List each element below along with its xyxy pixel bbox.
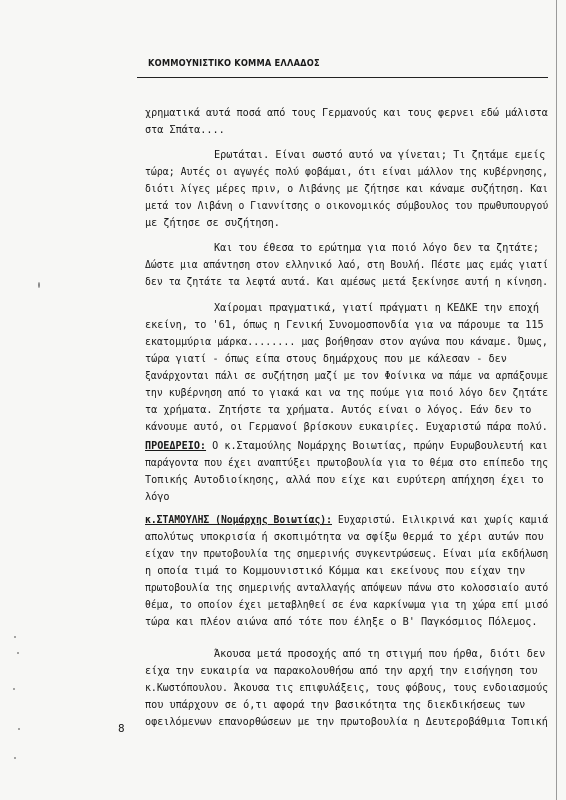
text-line: κάνουμε αυτό, οι Γερμανοί βρίσκουν ευκαιρίες. Ευχαριστώ πάρα πολύ. <box>145 422 548 433</box>
text-line: Δώστε μια απάντηση στον ελληνικό λαό, στη Βουλή. Πέστε μας εμάς γιατί <box>145 260 549 271</box>
text-line: κ.Κωστόπουλου. Άκουσα τις επιφυλάξεις, τους φόβους, τους ενδοιασμούς <box>145 683 549 694</box>
text-line: τώρα γιατί - όπως είπα στους δημάρχους που με κάλεσαν - δεν <box>145 354 507 365</box>
text-line: απολύτως υποκρισία ή σκοπιμότητα να σφίξω θερμά το χέρι αυτών που <box>145 532 544 543</box>
scan-speck <box>13 688 15 690</box>
text-line: Τοπικής Αυτοδιοίκησης, αλλά που είχε και ευρύτερη απήχηση έχει το <box>145 475 544 486</box>
page-header-title: ΚΟΜΜΟΥΝΙΣΤΙΚΟ ΚΟΜΜΑ ΕΛΛΑΔΟΣ <box>148 58 320 69</box>
text-line: Ερωτάται. Είναι σωστό αυτό να γίνεται; Τι ζητάμε εμείς <box>214 150 546 161</box>
text-line: την κυβέρνηση από το γιακά και να της πούμε για ποιό λόγο δεν ζητάτε <box>145 388 549 399</box>
text-line: είχαν την πρωτοβουλία της σημερινής συγκεντρώσεως. Είναι μία εκδήλωση <box>145 549 549 560</box>
text-line: τα χρήματα. Ζητήστε τα χρήματα. Αυτός είναι ο λόγος. Εάν δεν το <box>145 405 532 416</box>
text-line: δεν τα ζητάτε τα λεφτά αυτά. Και αμέσως μετά ξεκίνησε αυτή η κίνηση. <box>145 277 549 288</box>
text-line: είχα την ευκαιρία να παρακολουθήσω από την αρχή την εισήγηση του <box>145 666 538 677</box>
text-line: λόγο <box>145 492 170 503</box>
text-line: χρηματικά αυτά ποσά από τους Γερμανούς και τους φερνει εδώ μάλιστα <box>145 108 548 119</box>
text-line: με ζήτησε σε συζήτηση. <box>145 218 280 229</box>
speaker-label: κ.ΣΤΑΜΟΥΛΗΣ (Νομάρχης Βοιωτίας): <box>145 515 332 526</box>
scan-speck <box>14 636 16 638</box>
text-line: η οποία τιμά το Κομμουνιστικό Κόμμα και εκείνους που είχαν την <box>145 566 526 577</box>
text-line: Χαίρομαι πραγματικά, γιατί πράγματι η ΚΕΔΚΕ την εποχή <box>214 303 540 314</box>
text-line: παράγοντα που έχει αναπτύξει πρωτοβουλία για το θέμα στο επίπεδο της <box>145 458 549 469</box>
speaker-label: ΠΡΟΕΔΡΕΙΟ: <box>145 441 207 452</box>
text-line: που υπάρχουν σε ό,τι αφορά την βασικότητα της διεκδικήσεως των <box>145 700 526 711</box>
text-line: θέμα, το οποίον έχει μεταβληθεί σε ένα καρκίνωμα για τη χώρα επί μισό <box>145 600 549 611</box>
text-line: τώρα; Αυτές οι αγωγές πολύ φοβάμαι, ότι είναι μάλλον της κυβέρνησης, <box>145 167 549 178</box>
text-line: μετά τον Λιβάνη ο Γιαννίτσης ο οικονομικός σύμβουλος του πρωθυπουργού <box>145 201 549 212</box>
page-number: 8 <box>118 722 125 735</box>
text-line: πρωτοβουλία της σημερινής ανταλλαγής απόψεων πάνω στο κολοσσιαίο αυτό <box>145 583 549 594</box>
text-line <box>145 515 548 527</box>
text-line: ξανάρχονται πάλι σε συζήτηση μαζί με τον Φοίνικα να πάμε να αρπάξουμε <box>145 371 549 382</box>
text-line: τώρα και πλέον αιώνα από τότε που έληξε ο Β' Παγκόσμιος Πόλεμος. <box>145 617 538 628</box>
text-line: Άκουσα μετά προσοχής από τη στιγμή που ήρθα, διότι δεν <box>214 649 546 660</box>
scan-speck <box>38 282 40 288</box>
text-line: εκείνη, το '61, όπως η Γενική Συνομοσπονδία για να πάρουμε τα 115 <box>145 320 544 331</box>
text-line: διότι λίγες μέρες πριν, ο Λιβάνης με ζήτησε και κάναμε συζήτηση. Και <box>145 184 549 195</box>
text-line: εκατομμύρια μάρκα........ μας βοήθησαν στον αγώνα που κάναμε. Όμως, <box>145 337 548 348</box>
speaker-text: Ευχαριστώ. Ειλικρινά και χωρίς καμιά <box>331 515 549 526</box>
scan-speck <box>18 728 20 730</box>
text-line <box>145 441 548 453</box>
text-line: Και του έθεσα το ερώτημα για ποιό λόγο δεν τα ζητάτε; <box>214 243 540 254</box>
scan-speck <box>17 652 19 654</box>
speaker-text: Ο κ.Σταμούλης Νομάρχης Βοιωτίας, πρώην Ευρωβουλευτή και <box>206 441 548 452</box>
scan-speck <box>14 757 16 759</box>
text-line: στα Σπάτα.... <box>145 125 225 136</box>
text-line: οφειλόμενων επανορθώσεων με την πρωτοβουλία η Δευτεροβάθμια Τοπική <box>145 717 548 728</box>
